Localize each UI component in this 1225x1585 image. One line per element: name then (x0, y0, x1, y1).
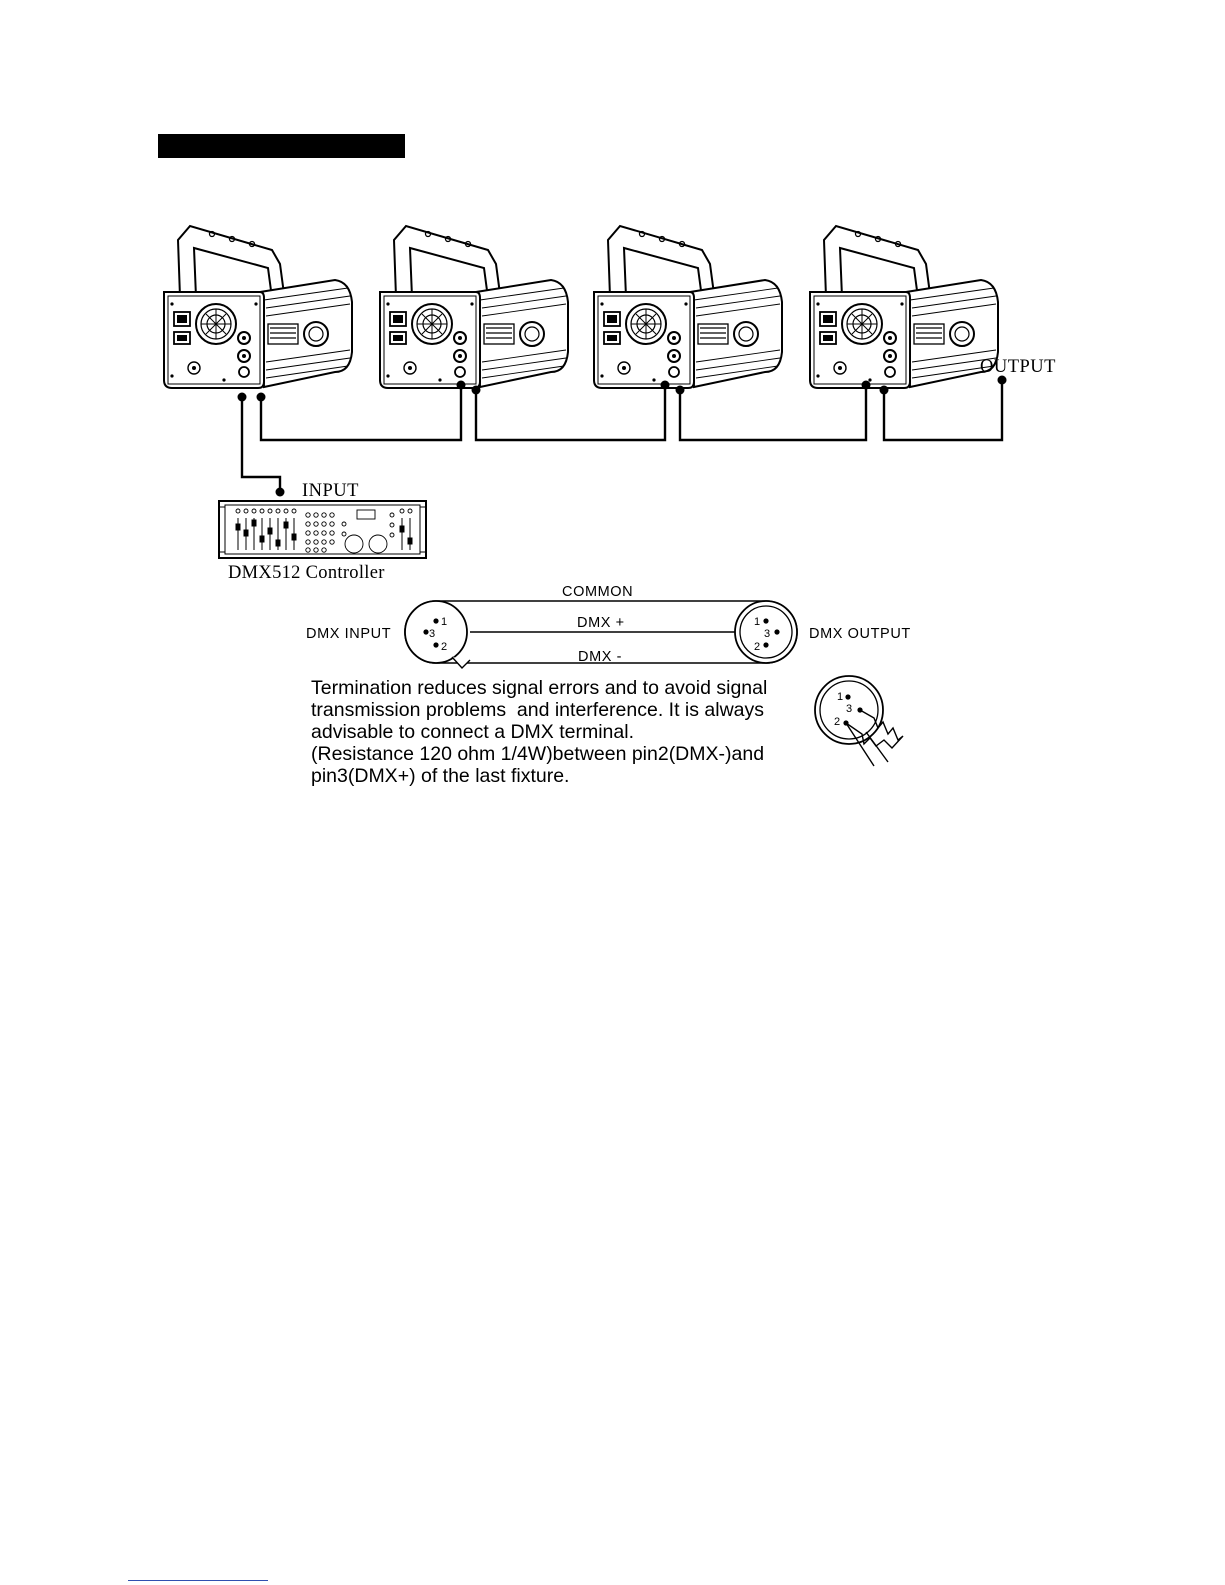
controller-label: DMX512 Controller (228, 563, 385, 583)
termination-note-line: pin3(DMX+) of the last fixture. (311, 765, 570, 787)
dmx512-controller (219, 501, 426, 558)
dmx-minus-label: DMX - (578, 649, 623, 665)
dmx-output-label: DMX OUTPUT (809, 626, 911, 642)
dmx-input-label: DMX INPUT (306, 626, 392, 642)
output-pin-2: 2 (754, 641, 761, 653)
cable-plug-dots (238, 376, 1007, 497)
terminator-pin-3: 3 (846, 703, 853, 715)
dmx-cables (242, 380, 1002, 492)
output-pin-1: 1 (754, 616, 761, 628)
termination-note (311, 677, 831, 787)
input-pin-2: 2 (441, 641, 448, 653)
input-pin-1: 1 (441, 616, 448, 628)
terminator-pin-2: 2 (834, 716, 841, 728)
termination-note-line: Termination reduces signal errors and to avoid signal (311, 677, 768, 699)
output-label: OUTPUT (980, 357, 1056, 377)
footer-rule (128, 1580, 268, 1581)
termination-note-line: (Resistance 120 ohm 1/4W)between pin2(DMX-)and (311, 743, 765, 765)
termination-note-line: advisable to connect a DMX terminal. (311, 721, 634, 743)
light-fixture-4 (810, 226, 998, 388)
light-fixture-2 (380, 226, 568, 388)
dmx-plus-label: DMX + (577, 615, 625, 631)
terminator-pin-1: 1 (837, 691, 844, 703)
common-label: COMMON (562, 584, 634, 600)
input-label: INPUT (302, 481, 359, 501)
light-fixture-3 (594, 226, 782, 388)
input-pin-3: 3 (429, 628, 436, 640)
light-fixture-1 (164, 226, 352, 388)
termination-note-line: transmission problems and interference. It is always (311, 699, 765, 721)
output-pin-3: 3 (764, 628, 771, 640)
